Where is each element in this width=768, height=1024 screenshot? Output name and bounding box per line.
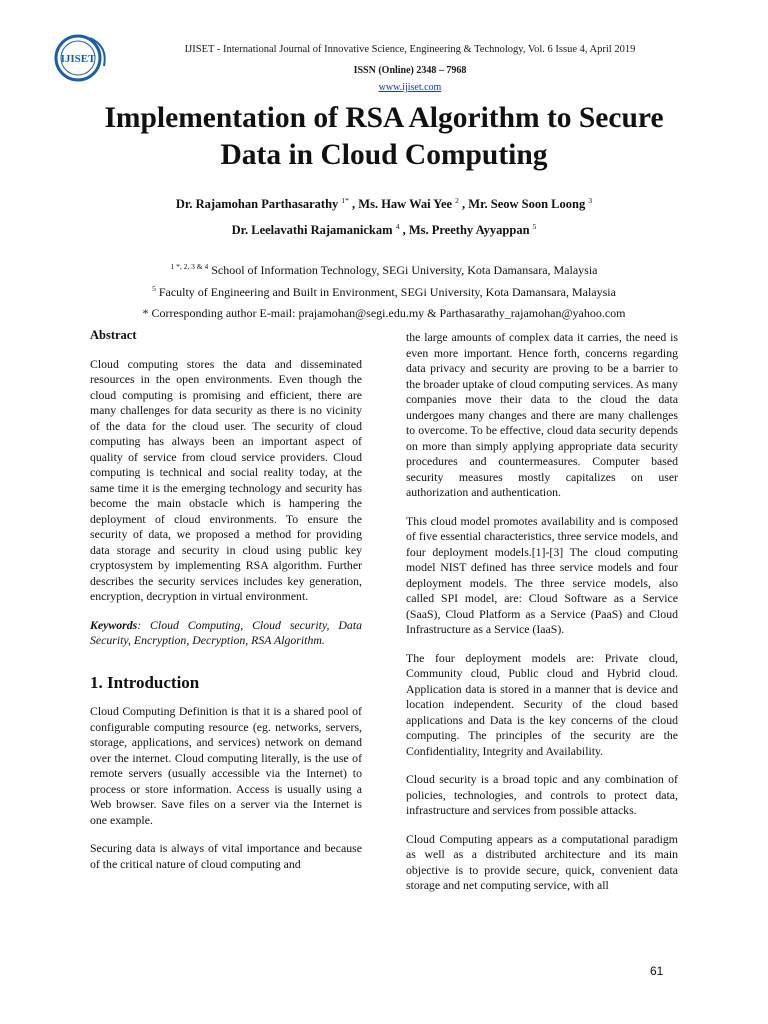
- introduction-heading: 1. Introduction: [90, 672, 200, 692]
- author-sup: 3: [588, 196, 593, 205]
- right-column: [406, 330, 678, 907]
- ijiset-logo-icon: [50, 32, 116, 84]
- paper-title: [20, 100, 748, 174]
- body-paragraph-3: The four deployment models are: Private cloud, Community cloud, Public cloud and Hybrid cloud. Application data is stored in a manner that is device and location independent. Security of the cloud based applications and Data is the key concerns of the cloud computing. The principles of the security are the Confidentiality, Integrity and Availability.: [406, 650, 678, 758]
- author-line-1: [40, 196, 728, 212]
- left-column: [90, 328, 362, 885]
- author-name: , Ms. Haw Wai Yee: [352, 197, 453, 212]
- affiliation-sup: 5: [152, 284, 156, 293]
- affiliation-2: [40, 284, 728, 300]
- journal-header: IJISET - International Journal of Innovative Science, Engineering & Technology, Vol. 6 Issue 4, April 2019: [184, 44, 636, 55]
- title-line-2: Data in Cloud Computing: [220, 139, 548, 171]
- affiliation-sup: 1 *, 2, 3 & 4: [170, 262, 209, 271]
- intro-paragraph-2: Securing data is always of vital importance and because of the critical nature of cloud computing and: [90, 841, 362, 871]
- logo-text: IJISET: [60, 53, 96, 65]
- author-name: Dr. Rajamohan Parthasarathy: [175, 197, 339, 212]
- author-sup: 5: [532, 222, 537, 231]
- body-paragraph-1: the large amounts of complex data it carries, the need is even more important. Hence forth, concerns regarding data privacy and security are proving to be a barrier to the broader uptake of cloud computing services. As many companies move their data to the cloud the data undergoes many changes and there are many challenges to overcome. To be effective, cloud data security depends on more than simply applying appropriate data security procedures and countermeasures. Computer based security measures mostly capitalizes on user authorization and authentication.: [406, 330, 678, 499]
- abstract-heading: Abstract: [90, 328, 137, 342]
- body-paragraph-5: Cloud Computing appears as a computational paradigm as well as a distributed architecture and its main objective is to provide secure, quick, convenient data storage and net computing service, with all: [406, 831, 678, 892]
- abstract-text: Cloud computing stores the data and disseminated resources in the open environments. Even though the cloud computing is promising and efficient, there are many challenges for data security as there is no vicinity of the data for the cloud user. The security of cloud computing has always been an important aspect of quality of service from cloud service providers. Cloud computing is technical and social reality today, at the same time it is the emerging technology and security has become the main obstacle which is hampering the deployment of cloud environments. To ensure the security of data, we proposed a method for providing data storage and security in cloud using public key cryptosystem by implementing RSA algorithm. Further describes the security services includes key generation, encryption, decryption in virtual environment.: [90, 356, 362, 603]
- body-paragraph-2: This cloud model promotes availability and is composed of five essential characteristics, three service models, and four deployment models.[1]-[3] The cloud computing model NIST defined has three service models and four deployment models. The three service models, also called SPI model, are: Cloud Software as a Service (SaaS), Cloud Platform as a Service (PaaS) and Cloud Infrastructure as a Service (IaaS).: [406, 513, 678, 636]
- keywords-label: Keywords: [90, 617, 138, 632]
- affiliation-text: Faculty of Engineering and Built in Environment, SEGi University, Kota Damansara, Malaysia: [158, 285, 616, 299]
- author-name: , Ms. Preethy Ayyappan: [402, 223, 530, 238]
- title-line-1: Implementation of RSA Algorithm to Secure: [104, 102, 664, 134]
- affiliation-1: [40, 262, 728, 278]
- journal-url-link[interactable]: www.ijiset.com: [378, 82, 442, 93]
- author-sup: 1*: [341, 196, 349, 205]
- author-name: Dr. Leelavathi Rajamanickam: [231, 223, 393, 238]
- issn-line: ISSN (Online) 2348 – 7968: [353, 65, 467, 76]
- author-sup: 2: [455, 196, 459, 205]
- journal-logo: [50, 32, 116, 84]
- corresponding-author: * Corresponding author E-mail: prajamohan@segi.edu.my & Parthasarathy_rajamohan@yahoo.com: [142, 306, 626, 320]
- keywords: [90, 618, 362, 649]
- keywords-text: : Cloud Computing, Cloud security, Data Security, Encryption, Decryption, RSA Algorithm.: [90, 617, 362, 647]
- body-paragraph-4: Cloud security is a broad topic and any combination of policies, technologies, and controls to protect data, infrastructure and services from possible attacks.: [406, 772, 678, 817]
- author-name: , Mr. Seow Soon Loong: [462, 197, 586, 212]
- author-sup: 4: [395, 222, 400, 231]
- affiliation-text: School of Information Technology, SEGi University, Kota Damansara, Malaysia: [211, 263, 598, 277]
- author-line-2: [40, 222, 728, 238]
- page-number: 61: [650, 964, 664, 978]
- intro-paragraph-1: Cloud Computing Definition is that it is a shared pool of configurable computing resource (eg. networks, servers, storage, applications, and services) network on demand over the internet. Cloud computing literally, is the use of remote servers (usually accessible via the Internet) to process or store information. Access is usually using a Web browser. Save files on a server via the Internet is one example.: [90, 704, 362, 827]
